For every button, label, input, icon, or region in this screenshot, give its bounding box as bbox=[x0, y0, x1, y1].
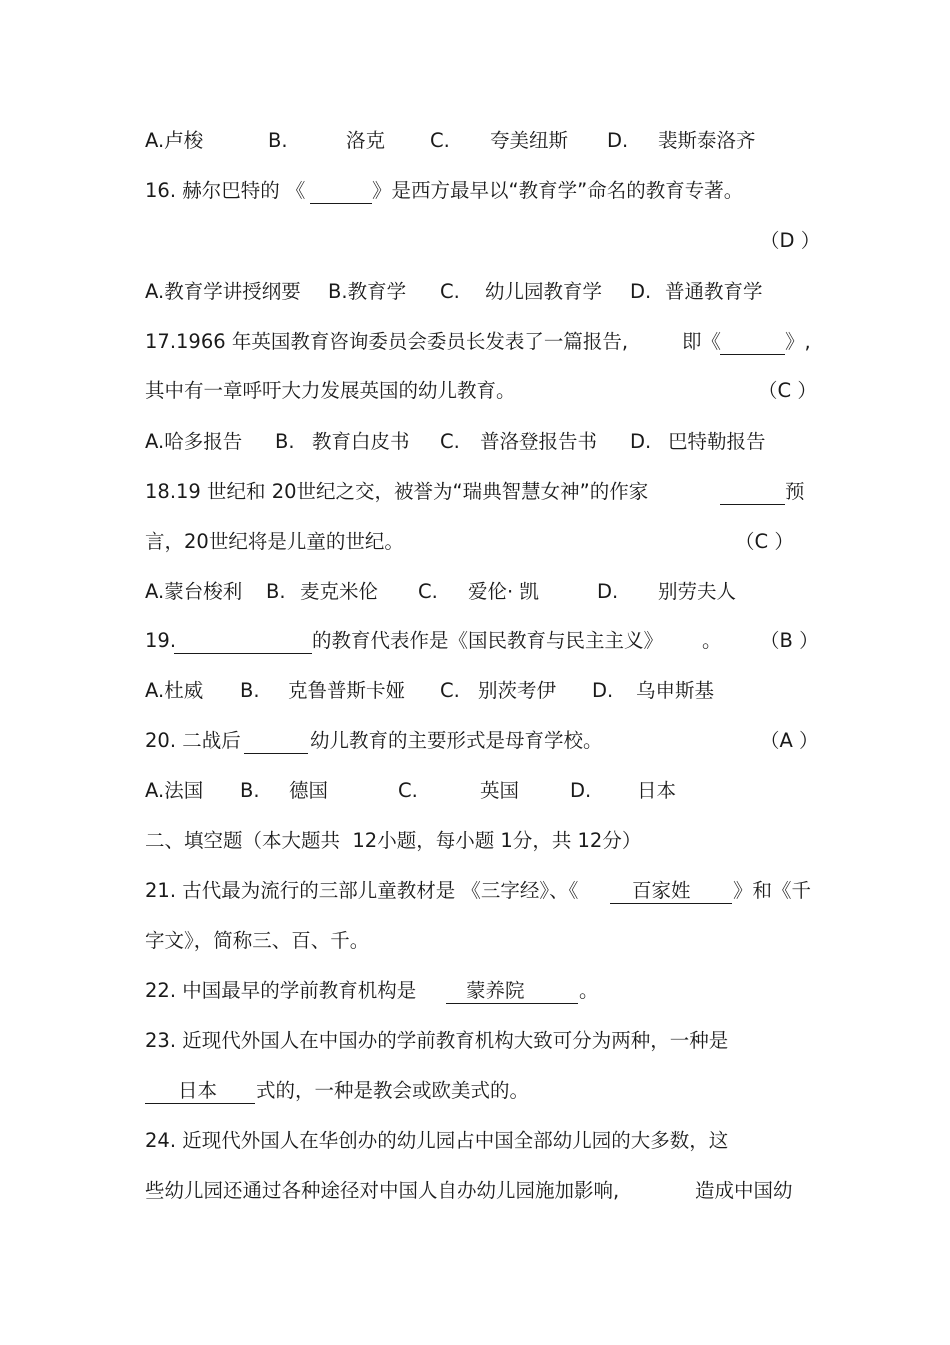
question-22-blank bbox=[446, 1003, 578, 1004]
option-d-label: D. bbox=[597, 580, 619, 603]
option-c-label: C. bbox=[440, 430, 460, 453]
option-c-label: C. bbox=[398, 779, 418, 802]
option-c-text: 幼儿园教育学 bbox=[485, 280, 603, 303]
question-16-answer: （D ） bbox=[760, 229, 821, 252]
question-24-line-2-start: 些幼儿园还通过各种途径对中国人自办幼儿园施加影响, bbox=[145, 1179, 620, 1202]
option-a: A.教育学讲授纲要 bbox=[145, 280, 301, 303]
question-19-number: 19. bbox=[145, 629, 177, 652]
question-17-text-mid: 即《 bbox=[682, 330, 722, 353]
option-b-label: B. bbox=[240, 679, 260, 702]
section-2-heading: 二、填空题（本大题共 12小题，每小题 1分，共 12分） bbox=[145, 829, 642, 852]
option-c-label: C. bbox=[440, 679, 460, 702]
question-24-line-2-end: 造成中国幼 bbox=[695, 1179, 793, 1202]
question-23-line-1: 23. 近现代外国人在中国办的学前教育机构大致可分为两种，一种是 bbox=[145, 1029, 729, 1052]
option-b-text: 麦克米伦 bbox=[300, 580, 379, 603]
option-a: A.蒙台梭利 bbox=[145, 580, 243, 603]
option-c-text: 夸美纽斯 bbox=[490, 129, 569, 152]
question-18-text-end: 预 bbox=[785, 480, 805, 503]
option-b-text: 洛克 bbox=[346, 129, 386, 152]
question-22-text-end: 。 bbox=[579, 979, 599, 1002]
question-23-text-end: 式的，一种是教会或欧美式的。 bbox=[256, 1079, 530, 1102]
question-21-line-2: 字文》，简称三、百、千。 bbox=[145, 929, 370, 952]
question-18-text-start: 18.19 世纪和 20世纪之交，被誉为“瑞典智慧女神”的作家 bbox=[145, 480, 649, 503]
question-24-line-1: 24. 近现代外国人在华创办的幼儿园占中国全部幼儿园的大多数，这 bbox=[145, 1129, 729, 1152]
option-a: A.哈多报告 bbox=[145, 430, 243, 453]
option-c-text: 别茨考伊 bbox=[478, 679, 557, 702]
option-c-text: 爱伦· 凯 bbox=[468, 580, 539, 603]
question-16-text-start: 16. 赫尔巴特的 《 bbox=[145, 179, 306, 202]
question-22-text-start: 22. 中国最早的学前教育机构是 bbox=[145, 979, 417, 1002]
option-d-text: 巴特勒报告 bbox=[668, 430, 766, 453]
option-c-label: C. bbox=[440, 280, 460, 303]
question-17-text-start: 17.1966 年英国教育咨询委员会委员长发表了一篇报告, bbox=[145, 330, 629, 353]
question-17-line-2: 其中有一章呼吁大力发展英国的幼儿教育。 bbox=[145, 379, 516, 402]
option-a: A.杜威 bbox=[145, 679, 204, 702]
option-b-text: 克鲁普斯卡娅 bbox=[288, 679, 406, 702]
question-21-blank bbox=[610, 903, 732, 904]
option-b-label: B. bbox=[275, 430, 295, 453]
option-c-text: 普洛登报告书 bbox=[480, 430, 598, 453]
option-b-text: 教育白皮书 bbox=[312, 430, 410, 453]
question-23-blank bbox=[145, 1103, 255, 1104]
question-22-fill: 蒙养院 bbox=[466, 979, 525, 1002]
question-21-fill: 百家姓 bbox=[632, 879, 691, 902]
option-d-label: D. bbox=[630, 430, 652, 453]
option-d-text: 普通教育学 bbox=[665, 280, 763, 303]
question-16-text-end: 》是西方最早以“教育学”命名的教育专著。 bbox=[372, 179, 744, 202]
option-b: B.教育学 bbox=[328, 280, 407, 303]
question-21-text-end: 》和《千 bbox=[733, 879, 812, 902]
question-23-fill: 日本 bbox=[178, 1079, 218, 1102]
option-d-text: 裴斯泰洛齐 bbox=[658, 129, 756, 152]
option-d-label: D. bbox=[570, 779, 592, 802]
question-21-text-start: 21. 古代最为流行的三部儿童教材是 《三字经》、《 bbox=[145, 879, 579, 902]
question-20-blank bbox=[244, 753, 308, 754]
option-d-label: D. bbox=[592, 679, 614, 702]
question-19-period: 。 bbox=[702, 629, 722, 652]
option-b-text: 德国 bbox=[289, 779, 329, 802]
option-b-label: B. bbox=[240, 779, 260, 802]
option-c-text: 英国 bbox=[480, 779, 520, 802]
question-19-answer: （B ） bbox=[760, 629, 819, 652]
question-17-text-end: 》, bbox=[785, 330, 811, 353]
question-19-blank bbox=[174, 653, 312, 654]
question-18-answer: （C ） bbox=[735, 530, 794, 553]
question-20-text-start: 20. 二战后 bbox=[145, 729, 241, 752]
question-17-blank bbox=[720, 354, 785, 355]
option-d-text: 日本 bbox=[637, 779, 677, 802]
question-18-blank bbox=[720, 504, 785, 505]
option-c-label: C. bbox=[418, 580, 438, 603]
option-d-text: 别劳夫人 bbox=[658, 580, 737, 603]
option-d-label: D. bbox=[630, 280, 652, 303]
option-c-label: C. bbox=[430, 129, 450, 152]
question-18-line-2: 言，20世纪将是儿童的世纪。 bbox=[145, 530, 404, 553]
option-b-label: B. bbox=[268, 129, 288, 152]
question-16-blank bbox=[310, 203, 372, 204]
question-19-text: 的教育代表作是《国民教育与民主主义》 bbox=[312, 629, 664, 652]
option-b-label: B. bbox=[266, 580, 286, 603]
question-20-answer: （A ） bbox=[760, 729, 819, 752]
option-d-label: D. bbox=[607, 129, 629, 152]
option-a: A.卢梭 bbox=[145, 129, 204, 152]
question-20-text-end: 幼儿教育的主要形式是母育学校。 bbox=[310, 729, 603, 752]
option-a: A.法国 bbox=[145, 779, 204, 802]
question-17-answer: （C ） bbox=[758, 379, 817, 402]
option-d-text: 乌申斯基 bbox=[636, 679, 715, 702]
